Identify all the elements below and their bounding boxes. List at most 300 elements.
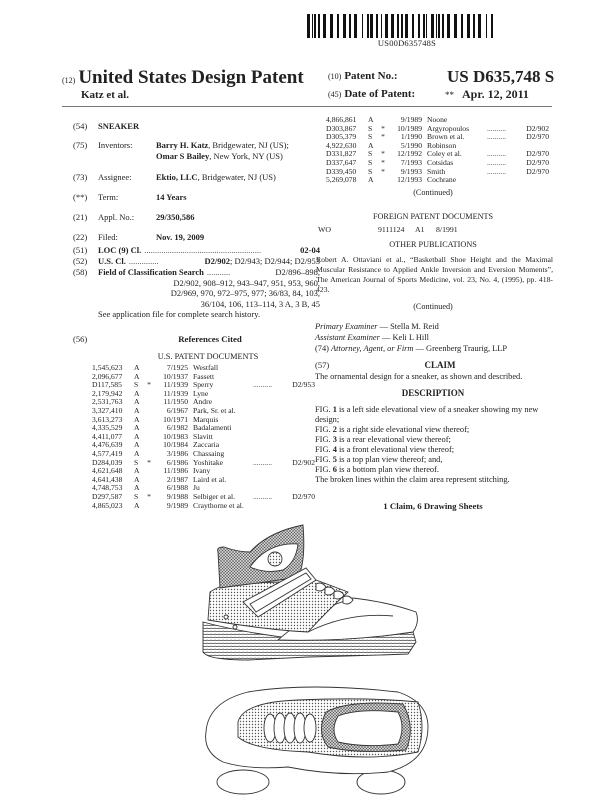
barcode-bar	[431, 14, 434, 38]
reference-row	[92, 450, 315, 459]
reference-kind: A	[134, 389, 140, 398]
leader-dots	[253, 364, 285, 373]
reference-class	[285, 476, 315, 485]
barcode-bar	[478, 14, 481, 38]
eyelet	[224, 615, 228, 619]
fig-number: 3	[332, 435, 337, 444]
figure-description	[315, 455, 555, 465]
search-value-2: D2/902, 908–912, 943–947, 951, 953, 960,	[173, 277, 320, 288]
barcode-bar	[438, 14, 440, 38]
leader-dots-text: .......................................................	[144, 245, 262, 255]
leader-dots: ..........	[253, 381, 272, 390]
reference-name: Andre	[193, 398, 212, 407]
reference-row	[92, 441, 315, 450]
reference-number: 4,411,077	[92, 432, 123, 441]
reference-number: 4,335,529	[92, 424, 123, 433]
reference-class	[285, 484, 315, 493]
barcode-bar	[343, 14, 346, 38]
inventor-2	[156, 151, 283, 162]
field-label: Field of Classification Search	[98, 267, 204, 277]
reference-number: D297,587	[92, 492, 123, 501]
reference-class: D2/970	[526, 158, 549, 167]
fig-number: 1	[332, 405, 337, 414]
assignee-name: Ektio, LLC	[156, 172, 198, 182]
references-heading: References Cited	[178, 334, 242, 344]
foreign-country: WO	[318, 225, 331, 234]
reference-kind: A	[134, 501, 140, 510]
barcode-bar	[412, 14, 414, 38]
foreign-patent-heading: FOREIGN PATENT DOCUMENTS	[372, 212, 494, 221]
reference-name: Craythorne et al.	[193, 501, 244, 510]
reference-class	[285, 450, 315, 459]
reference-kind: S	[134, 492, 139, 501]
reference-number: D284,039	[92, 458, 123, 467]
patent-number-code: (10)	[328, 72, 342, 81]
appl-no-value: 29/350,586	[156, 212, 195, 222]
reference-number: 4,922,630	[326, 141, 357, 150]
reference-row	[92, 373, 315, 382]
reference-cited-by-examiner	[144, 398, 154, 407]
reference-cited-by-examiner	[144, 364, 154, 373]
reference-kind: S	[368, 150, 373, 159]
reference-kind: A	[134, 484, 140, 493]
description-note: The broken lines within the claim area represent stitching.	[315, 475, 510, 484]
header-rule	[62, 106, 552, 107]
leader-dots-text: ..............	[128, 256, 159, 266]
reference-date: 9/1988	[166, 492, 188, 501]
reference-number: 4,641,438	[92, 475, 123, 484]
reference-cited-by-examiner	[144, 450, 154, 459]
fig-text: is a top plan view thereof; and,	[336, 455, 443, 464]
assistant-examiner-label: Assistant Examiner	[315, 333, 380, 342]
reference-row	[326, 142, 549, 151]
inventor-1-name: Barry H. Katz	[156, 140, 209, 150]
barcode-bar	[349, 14, 351, 38]
search-value-1: D2/896–898,	[275, 267, 320, 277]
leader-dots	[487, 116, 519, 125]
references-table-left	[92, 364, 315, 510]
field-us-class	[73, 256, 318, 267]
barcode-bar	[423, 14, 425, 38]
reference-date: 6/1988	[166, 484, 188, 493]
reference-class: D2/970	[526, 133, 549, 142]
patent-number-label	[328, 70, 397, 82]
search-value-3: D2/969, 970, 972–975, 977; 36/83, 84, 103,	[170, 288, 320, 298]
reference-date: 3/1986	[166, 449, 188, 458]
reference-number: D331,827	[326, 150, 357, 159]
reference-kind: A	[134, 415, 140, 424]
fig-number: 5	[332, 455, 337, 464]
leader-dots	[253, 433, 285, 442]
leader-dots	[253, 416, 285, 425]
field-code: (73)	[73, 172, 88, 182]
barcode-bar	[397, 14, 399, 38]
references-right-list	[326, 116, 549, 185]
reference-kind: A	[134, 372, 140, 381]
barcode-bar	[473, 14, 475, 38]
reference-class	[285, 364, 315, 373]
reference-name: Badalamenti	[193, 424, 232, 433]
fig-text: is a bottom plan view thereof.	[336, 465, 439, 474]
figure-description	[315, 425, 555, 435]
reference-date: 12/1992	[397, 150, 422, 159]
field-label: LOC (9) Cl.	[98, 245, 142, 255]
reference-class	[285, 398, 315, 407]
reference-row	[92, 390, 315, 399]
field-label: U.S. Cl.	[98, 256, 126, 266]
field-label: Term:	[98, 192, 119, 202]
date-code: (45)	[328, 90, 342, 99]
reference-name: Laird et al.	[193, 475, 227, 484]
reference-name: Slavitt	[193, 432, 213, 441]
reference-kind: S	[368, 158, 373, 167]
loc-class-line	[98, 245, 320, 256]
barcode-bar	[467, 14, 470, 38]
barcode-bar	[307, 14, 310, 38]
invention-title: SNEAKER	[98, 121, 140, 131]
reference-kind: A	[368, 176, 374, 185]
field-filed	[73, 232, 318, 243]
reference-cited-by-examiner	[378, 142, 388, 151]
title-text: United States Design Patent	[78, 67, 304, 88]
reference-name: Coley et al.	[427, 150, 462, 159]
title-code: (12)	[62, 76, 76, 85]
reference-name: Lyne	[193, 389, 209, 398]
leader-dots	[253, 390, 285, 399]
opening	[334, 711, 402, 746]
reference-cited-by-examiner: *	[381, 150, 385, 159]
inventor-1	[156, 140, 289, 151]
references-table-right	[326, 116, 549, 185]
barcode-bar	[330, 14, 333, 38]
figure-description	[315, 405, 555, 425]
reference-class	[285, 467, 315, 476]
reference-cited-by-examiner	[144, 416, 154, 425]
barcode-bar	[442, 14, 444, 38]
design-drawing	[188, 522, 458, 802]
reference-cited-by-examiner: *	[147, 458, 151, 467]
reference-class	[519, 116, 549, 125]
reference-class	[285, 424, 315, 433]
primary-examiner-label: Primary Examiner	[315, 322, 378, 331]
field-assignee	[73, 172, 318, 183]
reference-row	[92, 493, 315, 502]
field-title	[73, 121, 318, 132]
reference-row	[92, 467, 315, 476]
barcode-bar	[486, 14, 487, 38]
reference-name: Ju	[193, 484, 200, 493]
reference-row	[92, 407, 315, 416]
reference-class: D2/970	[292, 492, 315, 501]
eyelet	[233, 625, 237, 629]
reference-class	[285, 416, 315, 425]
reference-cited-by-examiner: *	[147, 381, 151, 390]
claim-text: The ornamental design for a sneaker, as shown and described.	[315, 372, 523, 381]
reference-name: Robinson	[427, 141, 457, 150]
reference-number: D117,585	[92, 381, 122, 390]
leader-dots	[253, 476, 285, 485]
barcode-bar	[354, 14, 357, 38]
reference-class: D2/902	[526, 124, 549, 133]
reference-date: 11/1950	[163, 398, 188, 407]
reference-name: Cochrane	[427, 176, 457, 185]
references-continued: (Continued)	[413, 188, 453, 197]
reference-date: 10/1937	[163, 372, 188, 381]
reference-cited-by-examiner	[378, 176, 388, 185]
field-label: Inventors:	[98, 140, 133, 150]
reference-name: Park, Sr. et al.	[193, 406, 236, 415]
reference-kind: A	[134, 432, 140, 441]
claim-heading: CLAIM	[424, 360, 456, 370]
barcode-bar	[367, 14, 369, 38]
field-inventors	[73, 140, 318, 162]
leader-dots: ..........	[253, 492, 272, 501]
barcode-bar	[436, 14, 437, 38]
reference-cited-by-examiner	[144, 390, 154, 399]
foreign-date: 8/1991	[436, 225, 458, 234]
search-line-0	[98, 267, 320, 278]
reference-row	[326, 168, 549, 177]
leader-dots	[129, 256, 202, 267]
search-value-4: 36/104, 106, 113–114, 3 A, 3 B, 45	[200, 298, 320, 309]
us-class-values	[205, 256, 320, 267]
reference-cited-by-examiner: *	[381, 124, 385, 133]
barcode-bar	[391, 14, 394, 38]
reference-name: Fassett	[193, 372, 215, 381]
reference-name: Selbiger et al.	[193, 492, 235, 501]
description-body	[315, 405, 555, 485]
reference-date: 6/1967	[166, 406, 188, 415]
inventor-short: Katz et al.	[81, 89, 129, 101]
reference-date: 12/1993	[397, 176, 422, 185]
barcode-bar	[312, 14, 313, 38]
leader-dots: ..........	[487, 150, 506, 159]
reference-row	[326, 159, 549, 168]
field-appl-no	[73, 212, 318, 223]
reference-date: 10/1984	[163, 441, 188, 450]
reference-date: 2/1987	[166, 475, 188, 484]
leader-dots	[253, 407, 285, 416]
reference-number: D337,647	[326, 158, 357, 167]
reference-kind: A	[134, 424, 140, 433]
field-code: (**)	[73, 192, 88, 202]
reference-number: 4,866,861	[326, 116, 357, 124]
term-value: 14 Years	[156, 192, 187, 202]
leader-dots: ..........	[487, 133, 506, 142]
reference-name: Yoshitake	[193, 458, 224, 467]
other-publication-text: Robert A. Ottaviani et al., “Basketball Shoe Height and the Maximal Muscular Resistance to Applied Ankle Inversion and Eversion Moments”, The American Journal of Sports Medicine, vol. 23, No. 4, (1995), pp. 418-423.	[316, 255, 553, 294]
reference-class	[519, 176, 549, 185]
leader-dots: ..........	[253, 458, 272, 467]
reference-date: 10/1971	[163, 415, 188, 424]
reference-kind: A	[134, 398, 140, 407]
attorney-code: (74)	[315, 344, 329, 353]
top-laces	[264, 713, 316, 743]
reference-row	[326, 125, 549, 134]
reference-cited-by-examiner	[144, 424, 154, 433]
other-publications-heading: OTHER PUBLICATIONS	[389, 240, 477, 249]
leader-dots	[487, 176, 519, 185]
reference-cited-by-examiner	[144, 502, 154, 511]
field-code: (54)	[73, 121, 88, 131]
sneaker-top-view	[206, 687, 428, 794]
reference-number: D305,379	[326, 133, 357, 142]
inventor-2-loc: , New York, NY (US)	[209, 150, 283, 161]
inventor-1-loc: , Bridgewater, NJ (US);	[208, 140, 289, 150]
reference-kind: S	[368, 133, 373, 142]
barcode-bar	[418, 14, 420, 38]
reference-row	[92, 476, 315, 485]
sneaker-side-view	[203, 525, 417, 660]
field-code: (21)	[73, 212, 88, 222]
reference-class	[285, 441, 315, 450]
reference-name: Noone	[427, 116, 448, 124]
assistant-examiner	[315, 333, 429, 343]
reference-cited-by-examiner	[144, 373, 154, 382]
barcode-bar	[461, 14, 463, 38]
attorney-label: Attorney, Agent, or Firm	[331, 344, 414, 353]
reference-row	[326, 176, 549, 185]
fig-prefix: FIG.	[315, 445, 333, 454]
reference-name: Argyropoulos	[427, 124, 470, 133]
reference-row	[326, 133, 549, 142]
barcode-bar	[370, 14, 373, 38]
reference-row	[326, 116, 549, 125]
barcode-bar	[318, 14, 320, 38]
reference-kind: A	[134, 406, 140, 415]
reference-number: 3,327,410	[92, 406, 123, 415]
reference-name: Cotsidas	[427, 158, 454, 167]
date-label	[328, 88, 415, 100]
reference-date: 6/1982	[166, 424, 188, 433]
primary-examiner	[315, 322, 439, 332]
reference-number: 2,179,942	[92, 389, 123, 398]
reference-date: 9/1993	[400, 167, 422, 176]
reference-date: 6/1986	[166, 458, 188, 467]
reference-number: 4,621,648	[92, 467, 123, 476]
reference-row	[92, 416, 315, 425]
reference-number: 3,613,273	[92, 415, 123, 424]
barcode-graphic	[307, 14, 507, 38]
reference-name: Ivany	[193, 467, 211, 476]
claim-code: (57)	[315, 360, 330, 370]
foreign-number: 9111124	[378, 225, 405, 234]
reference-row	[92, 502, 315, 511]
field-code: (22)	[73, 232, 88, 242]
document-title	[62, 67, 304, 89]
leader-dots	[253, 467, 285, 476]
reference-name: Marquis	[193, 415, 219, 424]
figure-description	[315, 465, 555, 475]
barcode-bar	[362, 14, 363, 38]
inventor-2-name: Omar S Bailey	[156, 150, 210, 161]
leader-dots	[144, 245, 297, 256]
barcode-bar	[314, 14, 316, 38]
reference-number: 1,545,623	[92, 364, 123, 372]
assistant-examiner-name: — Keli L Hill	[379, 333, 429, 342]
reference-class	[285, 407, 315, 416]
reference-row	[326, 150, 549, 159]
assignee	[156, 172, 276, 183]
reference-number: 4,865,023	[92, 501, 123, 510]
field-label: Assignee:	[98, 172, 132, 182]
barcode-bar	[385, 14, 388, 38]
reference-number: D303,867	[326, 124, 357, 133]
fig-text: is a rear elevational view thereof;	[336, 435, 451, 444]
reference-number: 4,577,419	[92, 449, 123, 458]
barcode	[307, 14, 507, 38]
leader-dots	[253, 373, 285, 382]
fig-text: is a right side elevational view thereof;	[336, 425, 470, 434]
reference-cited-by-examiner: *	[147, 492, 151, 501]
reference-kind: S	[134, 458, 139, 467]
figure-list	[315, 405, 555, 475]
reference-name: Westfall	[193, 364, 219, 372]
reference-cited-by-examiner: *	[381, 158, 385, 167]
figure-description	[315, 445, 555, 455]
reference-cited-by-examiner	[144, 476, 154, 485]
reference-row	[92, 459, 315, 468]
barcode-bar	[405, 14, 408, 38]
field-code: (58)	[73, 267, 88, 277]
reference-date: 5/1990	[400, 141, 422, 150]
barcode-bar	[426, 14, 427, 38]
patent-date	[445, 87, 529, 102]
field-label: Filed:	[98, 232, 118, 242]
reference-cited-by-examiner	[144, 407, 154, 416]
date-stars: **	[445, 90, 454, 100]
reference-kind: S	[134, 381, 139, 390]
reference-cited-by-examiner	[144, 484, 154, 493]
reference-row	[92, 381, 315, 390]
reference-cited-by-examiner	[144, 467, 154, 476]
field-label: Appl. No.:	[98, 212, 135, 222]
reference-cited-by-examiner	[144, 441, 154, 450]
primary-examiner-name: — Stella M. Reid	[377, 322, 439, 331]
reference-name: Sperry	[193, 381, 214, 390]
field-classification-search	[73, 267, 318, 320]
leader-dots	[253, 484, 285, 493]
reference-date: 1/1990	[400, 133, 422, 142]
fig-text: is a front elevational view thereof;	[336, 445, 455, 454]
barcode-bar	[447, 14, 450, 38]
reference-kind: S	[368, 124, 373, 133]
barcode-bar	[491, 14, 493, 38]
reference-class: D2/970	[526, 150, 549, 159]
reference-class: D2/953	[292, 381, 315, 390]
reference-date: 10/1983	[163, 432, 188, 441]
reference-row	[92, 398, 315, 407]
publications-continued: (Continued)	[413, 302, 453, 311]
reference-date: 7/1993	[400, 158, 422, 167]
fig-prefix: FIG.	[315, 465, 333, 474]
reference-name: Zaccaria	[193, 441, 220, 450]
filed-value: Nov. 19, 2009	[156, 232, 205, 242]
reference-date: 11/1986	[163, 467, 188, 476]
loc-value: 02-04	[300, 245, 320, 255]
reference-row	[92, 364, 315, 373]
reference-name: Smith	[427, 167, 446, 176]
leader-dots: ..........	[487, 167, 506, 176]
reference-date: 7/1925	[166, 364, 188, 372]
fig-number: 4	[332, 445, 337, 454]
reference-cited-by-examiner	[144, 433, 154, 442]
reference-class: D2/970	[526, 167, 549, 176]
leader-dots	[487, 142, 519, 151]
reference-kind: A	[134, 364, 140, 372]
reference-date: 9/1989	[400, 116, 422, 124]
patent-number: US D635,748 S	[447, 67, 555, 86]
